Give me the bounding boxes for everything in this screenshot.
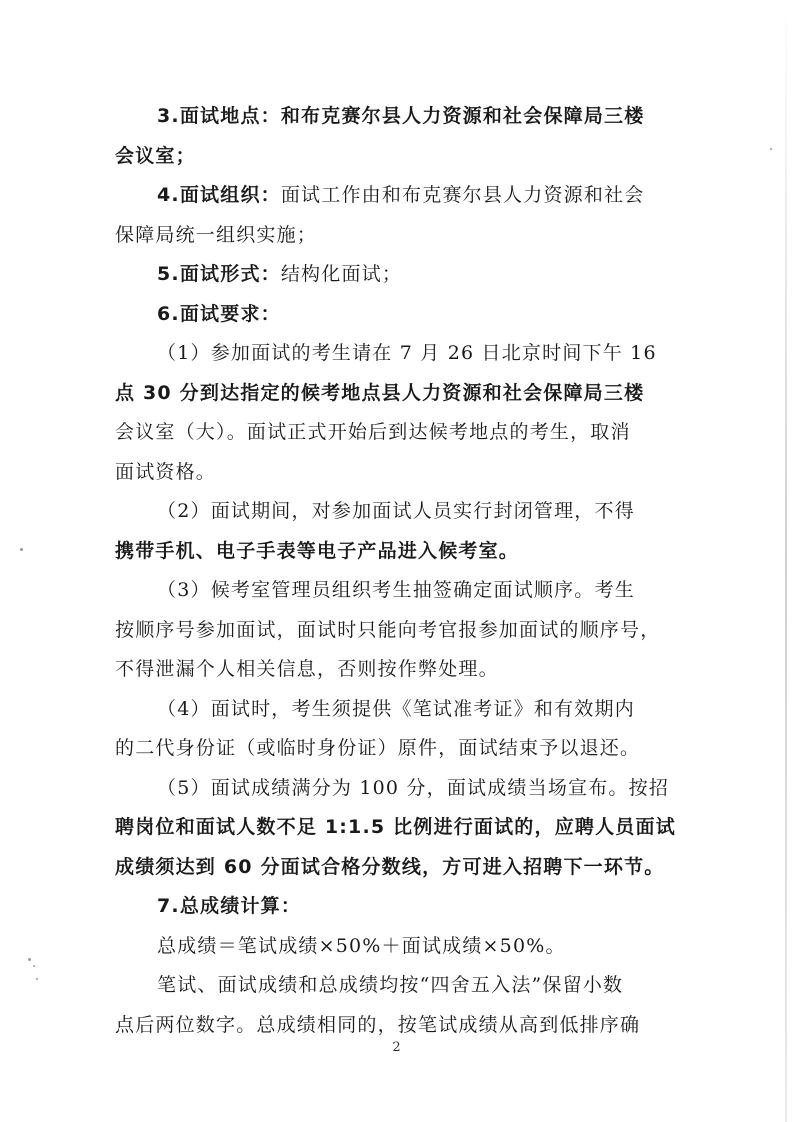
scan-speck — [33, 965, 35, 967]
page-number: 2 — [392, 1040, 401, 1055]
requirement-5-line-3: 成绩须达到 60 分面试合格分数线，方可进入招聘下一环节。 — [115, 855, 665, 878]
scan-edge-shadow — [785, 0, 787, 1122]
interview-requirements-label: 6.面试要求： — [157, 302, 281, 325]
requirement-3-line-3: 不得泄漏个人相关信息，否则按作弊处理。 — [115, 658, 499, 680]
rounding-rule-line-1: 笔试、面试成绩和总成绩均按“四舍五入法”保留小数 — [157, 974, 624, 996]
requirement-1-line-4: 面试资格。 — [115, 460, 217, 483]
requirement-4-line-1: （4）面试时，考生须提供《笔试准考证》和有效期内 — [157, 697, 635, 720]
paragraph-interview-location — [115, 97, 680, 176]
paragraph-requirement-5 — [115, 769, 680, 888]
requirement-4-line-2: 的二代身份证（或临时身份证）原件，面试结束予以退还。 — [115, 737, 641, 759]
interview-organization-text-1: 面试工作由和布克赛尔县人力资源和社会 — [280, 184, 645, 206]
total-score-label: 7.总成绩计算： — [157, 895, 302, 917]
interview-format-label: 5.面试形式： — [157, 263, 281, 285]
scan-speck — [36, 978, 38, 980]
paragraph-interview-requirements — [115, 295, 680, 335]
requirement-1-line-1: （1）参加面试的考生请在 7 月 26 日北京时间下午 16 — [157, 342, 657, 364]
requirement-2-line-1: （2）面试期间，对参加面试人员实行封闭管理，不得 — [157, 500, 635, 522]
paragraph-requirement-1 — [115, 334, 680, 492]
paragraph-rounding-rule — [115, 966, 680, 1045]
requirement-3-line-2: 按顺序号参加面试，面试时只能向考官报参加面试的顺序号， — [115, 618, 661, 641]
requirement-3-line-1: （3）候考室管理员组织考生抽签确定面试顺序。考生 — [157, 579, 635, 601]
requirement-5-line-2: 聘岗位和面试人数不足 1:1.5 比例进行面试的，应聘人员面试 — [115, 816, 676, 838]
rounding-rule-line-2: 点后两位数字。总成绩相同的，按笔试成绩从高到低排序确 — [115, 1013, 641, 1036]
interview-organization-text-2: 保障局统一组织实施； — [115, 223, 318, 246]
paragraph-total-score-formula — [115, 927, 680, 967]
paragraph-interview-format — [115, 255, 680, 295]
requirement-1-line-3: 会议室（大）。面试正式开始后到达候考地点的考生，取消 — [115, 421, 631, 443]
interview-organization-label: 4.面试组织： — [157, 184, 281, 206]
interview-location-line-2: 会议室； — [115, 144, 196, 167]
paragraph-total-score-heading — [115, 887, 680, 927]
paragraph-requirement-4 — [115, 690, 680, 769]
document-body — [115, 97, 680, 1045]
requirement-1-line-2: 点 30 分到达指定的候考地点县人力资源和社会保障局三楼 — [115, 381, 645, 404]
scan-speck — [20, 548, 23, 551]
requirement-5-line-1: （5）面试成绩满分为 100 分，面试成绩当场宣布。按招 — [157, 776, 670, 799]
interview-format-text: 结构化面试； — [280, 263, 403, 285]
interview-location-line-1: 3.面试地点：和布克赛尔县人力资源和社会保障局三楼 — [157, 105, 645, 127]
scan-speck — [770, 148, 772, 150]
paragraph-requirement-2 — [115, 492, 680, 571]
scan-speck — [28, 958, 31, 961]
paragraph-interview-organization — [115, 176, 680, 255]
requirement-2-line-2: 携带手机、电子手表等电子产品进入候考室。 — [115, 539, 520, 562]
paragraph-requirement-3 — [115, 571, 680, 690]
total-score-formula: 总成绩＝笔试成绩×50%＋面试成绩×50%。 — [157, 934, 566, 957]
